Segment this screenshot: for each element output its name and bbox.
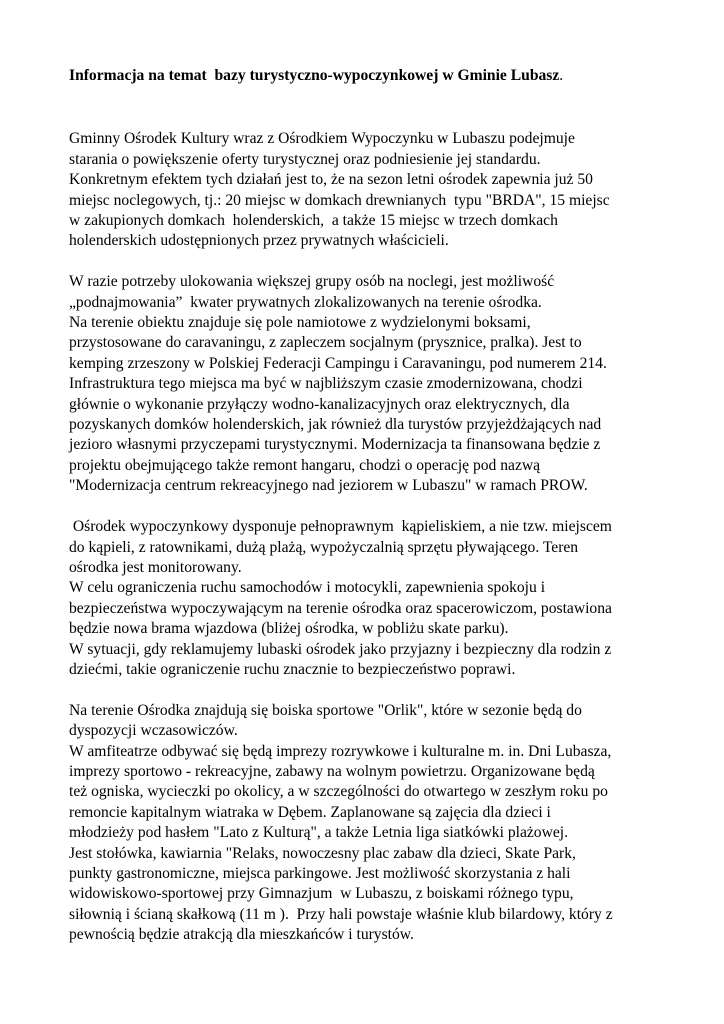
document-title-text: Informacja na temat bazy turystyczno-wypoczynkowej w Gminie Lubasz <box>69 67 560 84</box>
paragraph-line: pewnością będzie atrakcją dla mieszkańców i turystów. <box>69 926 414 944</box>
paragraph-line: "Modernizacja centrum rekreacyjnego nad jeziorem w Lubaszu" w ramach PROW. <box>69 477 588 495</box>
paragraph-line: będzie nowa brama wjazdowa (bliżej ośrodka, w pobliżu skate parku). <box>69 620 509 638</box>
paragraph-line: bezpieczeństwa wypoczywającym na terenie ośrodka oraz spacerowiczom, postawiona <box>69 599 612 617</box>
document-title <box>69 66 669 86</box>
paragraph-line: widowiskowo-sportowej przy Gimnazjum w Lubaszu, z boiskami różnego typu, <box>69 885 574 903</box>
paragraph-4 <box>69 701 669 946</box>
paragraph-2 <box>69 272 669 496</box>
paragraph-line: Gminny Ośrodek Kultury wraz z Ośrodkiem Wypoczynku w Lubaszu podejmuje <box>69 130 575 148</box>
paragraph-line: jezioro własnymi przyczepami turystycznymi. Modernizacja ta finansowana będzie z <box>69 436 601 454</box>
paragraph-3 <box>69 517 669 680</box>
paragraph-line: W celu ograniczenia ruchu samochodów i motocykli, zapewnienia spokoju i <box>69 579 546 597</box>
paragraph-line: „podnajmowania” kwater prywatnych zlokalizowanych na terenie ośrodka. <box>69 293 542 311</box>
document-page <box>69 66 669 966</box>
paragraph-line: remoncie kapitalnym wiatraka w Dębem. Zaplanowane są zajęcia dla dzieci i <box>69 803 551 821</box>
paragraph-line: imprezy sportowo - rekreacyjne, zabawy na wolnym powietrzu. Organizowane będą <box>69 762 595 780</box>
document-body <box>69 129 669 945</box>
paragraph-line: holenderskich udostępnionych przez prywatnych właścicieli. <box>69 232 449 250</box>
paragraph-line: dziećmi, takie ograniczenie ruchu znacznie to bezpieczeństwo poprawi. <box>69 660 516 678</box>
paragraph-line: młodzieży pod hasłem "Lato z Kulturą", a także Letnia liga siatkówki plażowej. <box>69 824 568 842</box>
paragraph-line: w zakupionych domkach holenderskich, a także 15 miejsc w trzech domkach <box>69 212 558 230</box>
paragraph-line: punkty gastronomiczne, miejsca parkingowe. Jest możliwość skorzystania z hali <box>69 864 571 882</box>
paragraph-line: W razie potrzeby ulokowania większej grupy osób na noclegi, jest możliwość <box>69 273 555 291</box>
paragraph-1 <box>69 129 669 251</box>
paragraph-line: projektu obejmującego także remont hangaru, chodzi o operację pod nazwą <box>69 456 541 474</box>
paragraph-line: też ogniska, wycieczki po okolicy, a w szczególności do otwartego w zeszłym roku po <box>69 783 608 801</box>
paragraph-line: miejsc noclegowych, tj.: 20 miejsc w domkach drewnianych typu "BRDA", 15 miejsc <box>69 191 610 209</box>
paragraph-line: Jest stołówka, kawiarnia "Relaks, nowoczesny plac zabaw dla dzieci, Skate Park, <box>69 844 576 862</box>
paragraph-line: W amfiteatrze odbywać się będą imprezy rozrywkowe i kulturalne m. in. Dni Lubasza, <box>69 742 612 760</box>
paragraph-line: głównie o wykonanie przyłączy wodno-kanalizacyjnych oraz elektrycznych, dla <box>69 395 570 413</box>
paragraph-line: Infrastruktura tego miejsca ma być w najbliższym czasie zmodernizowana, chodzi <box>69 375 583 393</box>
paragraph-line: dyspozycji wczasowiczów. <box>69 722 238 740</box>
paragraph-line: Na terenie Ośrodka znajdują się boiska sportowe "Orlik", które w sezonie będą do <box>69 701 582 719</box>
paragraph-line: W sytuacji, gdy reklamujemy lubaski ośrodek jako przyjazny i bezpieczny dla rodzin z <box>69 640 612 658</box>
document-title-end: . <box>559 67 564 84</box>
paragraph-line: Ośrodek wypoczynkowy dysponuje pełnoprawnym kąpieliskiem, a nie tzw. miejscem <box>69 518 612 536</box>
paragraph-line: starania o powiększenie oferty turystycznej oraz podniesienie jej standardu. <box>69 150 541 168</box>
paragraph-line: Na terenie obiektu znajduje się pole namiotowe z wydzielonymi boksami, <box>69 314 531 332</box>
paragraph-line: siłownią i ścianą skałkową (11 m ). Przy hali powstaje właśnie klub bilardowy, który z <box>69 905 613 923</box>
paragraph-line: przystosowane do caravaningu, z zapleczem socjalnym (prysznice, pralka). Jest to <box>69 334 582 352</box>
paragraph-line: Konkretnym efektem tych działań jest to, że na sezon letni ośrodek zapewnia już 50 <box>69 171 593 189</box>
paragraph-line: kemping zrzeszony w Polskiej Federacji Campingu i Caravaningu, pod numerem 214. <box>69 354 607 372</box>
paragraph-line: ośrodka jest monitorowany. <box>69 558 242 576</box>
paragraph-line: pozyskanych domków holenderskich, jak również dla turystów przyjeżdżających nad <box>69 416 602 434</box>
paragraph-line: do kąpieli, z ratownikami, dużą plażą, wypożyczalnią sprzętu pływającego. Teren <box>69 538 579 556</box>
